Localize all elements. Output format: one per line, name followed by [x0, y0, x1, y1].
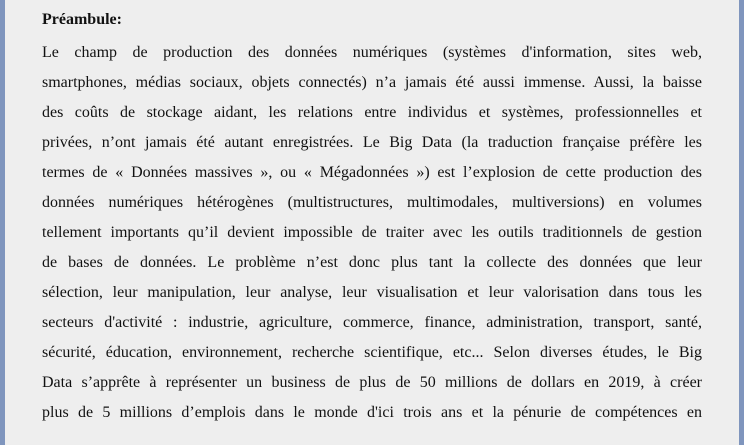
- paragraph-line: privées, n’ont jamais été autant enregistrées. Le Big Data (la traduction française préfère les: [42, 134, 702, 151]
- paragraph-line: plus de 5 millions d’emplois dans le monde d'ici trois ans et la pénurie de compétences en: [42, 404, 702, 421]
- paragraph-line: smartphones, médias sociaux, objets connectés) n’a jamais été aussi immense. Aussi, la baisse: [42, 74, 702, 91]
- paragraph-line: sécurité, éducation, environnement, recherche scientifique, etc... Selon diverses études, le Big: [42, 344, 702, 361]
- paragraph-line: sélection, leur manipulation, leur analyse, leur visualisation et leur valorisation dans tous les: [42, 284, 702, 301]
- preamble-heading: Préambule:: [42, 11, 122, 28]
- paragraph-line: termes de « Données massives », ou « Mégadonnées ») est l’explosion de cette production des: [42, 164, 702, 181]
- paragraph-line: tellement importants qu’il devient impossible de traiter avec les outils traditionnels de gestion: [42, 224, 702, 241]
- preamble-paragraph: [42, 38, 702, 428]
- paragraph-line: Data s’apprête à représenter un business de plus de 50 millions de dollars en 2019, à créer: [42, 374, 702, 391]
- paragraph-line: de bases de données. Le problème n’est donc plus tant la collecte des données que leur: [42, 254, 702, 271]
- paragraph-line: secteurs d'activité : industrie, agriculture, commerce, finance, administration, transport, santé,: [42, 314, 702, 331]
- document-content: [42, 8, 702, 428]
- paragraph-line: des coûts de stockage aidant, les relations entre individus et systèmes, professionnelles et: [42, 104, 702, 121]
- paragraph-line: données numériques hétérogènes (multistructures, multimodales, multiversions) en volumes: [42, 194, 702, 211]
- paragraph-line: Le champ de production des données numériques (systèmes d'information, sites web,: [42, 44, 702, 61]
